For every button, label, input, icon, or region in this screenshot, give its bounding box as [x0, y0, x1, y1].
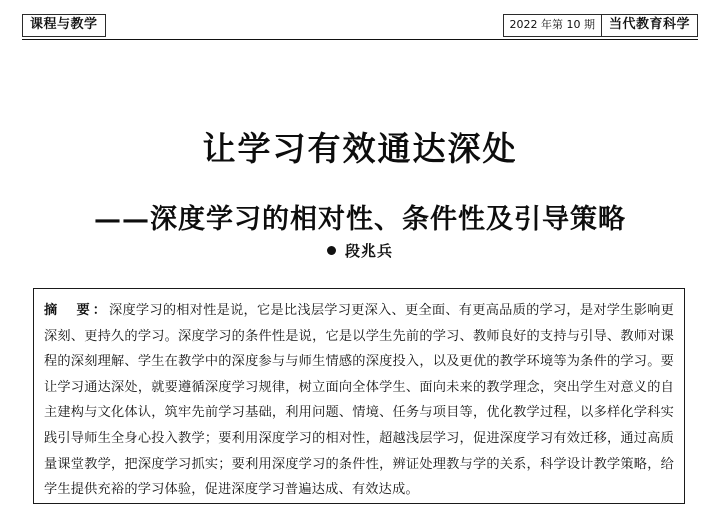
author-container: [0, 240, 720, 261]
header-section-label: 课程与教学: [22, 14, 106, 37]
abstract-body: 深度学习的相对性是说，它是比浅层学习更深入、更全面、有更高品质的学习，是对学生影响更深刻、更持久的学习。深度学习的条件性是说，它是以学生先前的学习、教师良好的支持与引导、教师对课程的深刻理解、学生在教学中的深度参与与师生情感的深度投入，以及更优的教学环境等为条件的学习。要让学习通达深处，就要遵循深度学习规律，树立面向全体学生、面向未来的教学理念，突出学生对意义的自主建构与文化体认，筑牢先前学习基础，利用问题、情境、任务与项目等，优化教学过程，以多样化学科实践引导师生全身心投入教学；要利用深度学习的相对性，超越浅层学习，促进深度学习有效迁移，通过高质量课堂教学，把深度学习抓实；要利用深度学习的条件性，辨证处理教与学的关系，科学设计教学策略，给学生提供充裕的学习体验，促进深度学习普遍达成、有效达成。: [44, 303, 674, 498]
author-line: [327, 240, 393, 261]
header-issue-label: 2022 年第 10 期: [503, 14, 602, 37]
bullet-icon: [327, 246, 336, 255]
abstract-label: 摘 要：: [44, 303, 110, 318]
abstract-paragraph: [44, 298, 674, 503]
page-header: [22, 14, 698, 40]
article-subtitle: ——深度学习的相对性、条件性及引导策略: [94, 204, 626, 236]
author-name: 段兆兵: [344, 242, 393, 260]
header-divider: [22, 39, 698, 40]
header-journal-name: 当代教育科学: [602, 14, 698, 37]
header-right-group: [503, 14, 699, 37]
abstract-box: [33, 288, 685, 504]
article-title: 让学习有效通达深处: [202, 129, 518, 169]
